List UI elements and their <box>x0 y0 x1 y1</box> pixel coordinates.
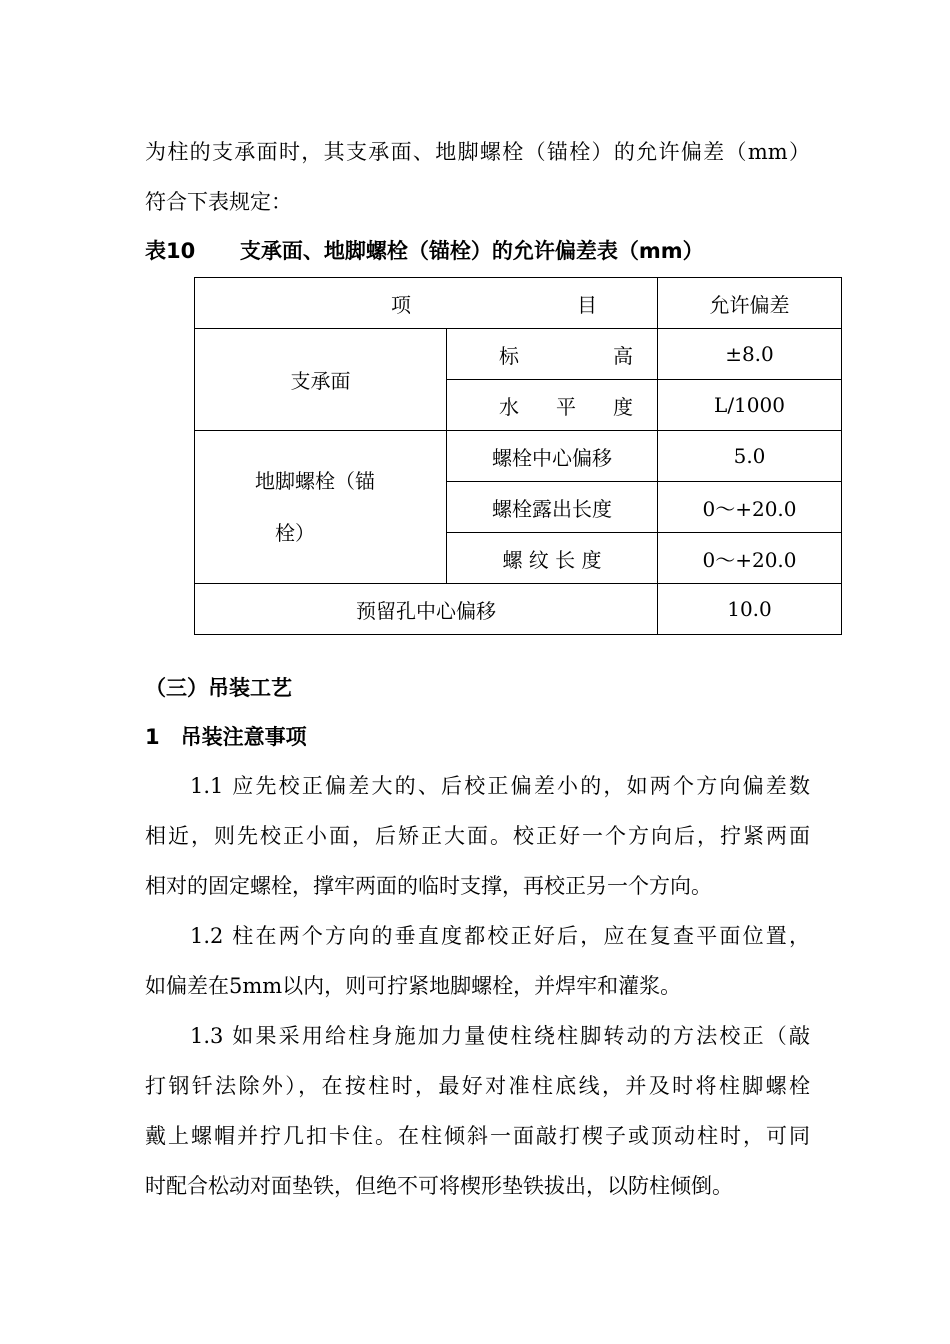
intro-line-2: 符合下表规定： <box>145 190 292 214</box>
row-label-elevation <box>447 329 658 380</box>
table-row <box>195 329 842 380</box>
table-header-row <box>195 278 842 329</box>
row-value: 0～+20.0 <box>658 533 842 584</box>
label-char: 水 <box>499 394 519 419</box>
group-support-surface: 支承面 <box>195 329 447 431</box>
paragraph-line: 戴上螺帽并拧几扣卡住。在柱倾斜一面敲打楔子或顶动柱时，可同 <box>145 1124 810 1148</box>
table-row <box>195 431 842 482</box>
paragraph-line: 时配合松动对面垫铁，但绝不可将楔形垫铁拔出，以防柱倾倒。 <box>145 1174 733 1198</box>
paragraph-line: 1.3 如果采用给柱身施加力量使柱绕柱脚转动的方法校正（敲 <box>190 1024 810 1048</box>
tolerance-table <box>194 277 842 635</box>
row-value: L/1000 <box>658 380 842 431</box>
label-char: 度 <box>613 394 633 419</box>
intro-line-1: 为柱的支承面时，其支承面、地脚螺栓（锚栓）的允许偏差（mm） <box>145 140 810 164</box>
group-anchor-line-1: 地脚螺栓（锚 <box>255 469 375 493</box>
header-item-b: 目 <box>577 292 597 317</box>
subsection-heading: 1 吊装注意事项 <box>145 725 307 749</box>
table-caption <box>145 236 810 266</box>
row-value: ±8.0 <box>658 329 842 380</box>
header-item-cell <box>195 278 658 329</box>
row-value: 10.0 <box>658 584 842 635</box>
group-anchor-line-2: 栓） <box>275 521 315 545</box>
paragraph-line: 如偏差在5mm以内，则可拧紧地脚螺栓，并焊牢和灌浆。 <box>145 974 682 998</box>
table-number: 表10 <box>145 239 196 263</box>
paragraph-line: 1.1 应先校正偏差大的、后校正偏差小的，如两个方向偏差数 <box>190 774 810 798</box>
paragraph-line: 相对的固定螺栓，撑牢两面的临时支撑，再校正另一个方向。 <box>145 874 712 898</box>
row-value: 0～+20.0 <box>658 482 842 533</box>
table-row <box>195 584 842 635</box>
row-label: 螺栓中心偏移 <box>447 431 658 482</box>
row-label: 螺栓露出长度 <box>447 482 658 533</box>
table-title: 支承面、地脚螺栓（锚栓）的允许偏差表（mm） <box>239 239 704 263</box>
label-char: 平 <box>556 394 576 419</box>
header-tolerance: 允许偏差 <box>658 278 842 329</box>
row-label: 螺 纹 长 度 <box>447 533 658 584</box>
row-value: 5.0 <box>658 431 842 482</box>
row-label-levelness <box>447 380 658 431</box>
group-anchor-bolts <box>195 431 447 584</box>
label-char: 标 <box>499 343 519 368</box>
label-char: 高 <box>613 343 633 368</box>
paragraph-line: 打钢钎法除外），在按柱时，最好对准柱底线，并及时将柱脚螺栓 <box>145 1074 810 1098</box>
paragraph-line: 1.2 柱在两个方向的垂直度都校正好后，应在复查平面位置， <box>190 924 810 948</box>
row-label-reserved-hole: 预留孔中心偏移 <box>195 584 658 635</box>
section-heading: （三）吊装工艺 <box>145 676 292 700</box>
paragraph-line: 相近，则先校正小面，后矫正大面。校正好一个方向后，拧紧两面 <box>145 824 810 848</box>
header-item-a: 项 <box>391 292 411 317</box>
